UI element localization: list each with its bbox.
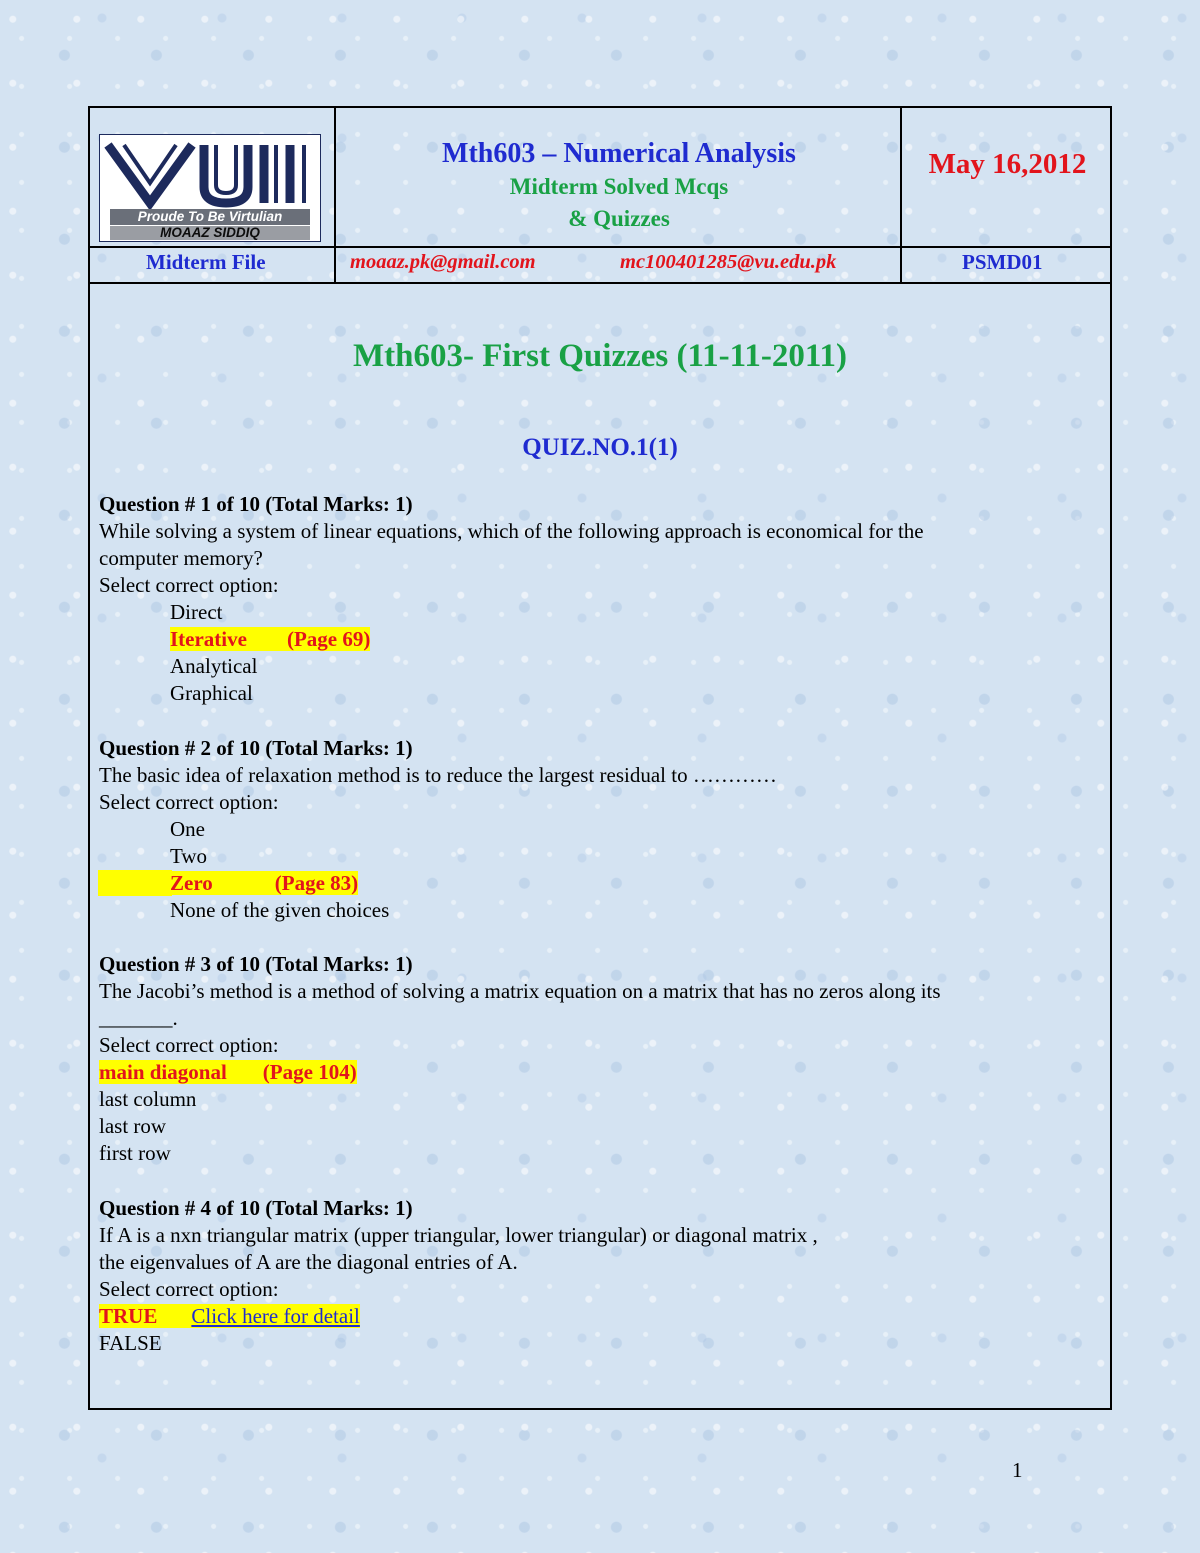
course-title: Mth603 – Numerical Analysis [442, 138, 796, 169]
document-subtitle-2: & Quizzes [568, 206, 670, 231]
q1-option-2-answer [170, 626, 370, 652]
q3-option-4: first row [99, 1141, 171, 1165]
header-bottom-divider [90, 282, 1110, 284]
email-vu[interactable]: mc100401285@vu.edu.pk [620, 251, 837, 273]
q1-answer-ref: (Page 69) [286, 627, 371, 651]
q4-option-1-answer [99, 1303, 360, 1329]
logo-author: MOAAZ SIDDIQ [110, 226, 310, 240]
select-label-2: Select correct option: [99, 790, 279, 814]
page-number: 1 [1012, 1458, 1023, 1482]
question-4-text-cont: the eigenvalues of A are the diagonal entries of A. [99, 1250, 518, 1274]
q3-answer-highlight [99, 1060, 357, 1084]
document-date: May 16,2012 [928, 148, 1087, 180]
q3-answer-text: main diagonal [99, 1060, 227, 1084]
question-4-text: If A is a nxn triangular matrix (upper triangular, lower triangular) or diagonal matrix , [99, 1223, 818, 1247]
question-3-heading: Question # 3 of 10 (Total Marks: 1) [99, 952, 413, 976]
vu-logo-mark [100, 137, 320, 209]
document-code: PSMD01 [962, 250, 1043, 274]
q2-answer-highlight-indent [98, 870, 172, 896]
question-4-heading: Question # 4 of 10 (Total Marks: 1) [99, 1196, 413, 1220]
detail-link[interactable]: Click here for detail [191, 1304, 360, 1328]
select-label-3: Select correct option: [99, 1033, 279, 1057]
email-gmail[interactable]: moaaz.pk@gmail.com [350, 251, 536, 273]
header-divider-1 [334, 108, 336, 282]
page-title: Mth603- First Quizzes (11-11-2011) [352, 338, 847, 374]
question-2-text: The basic idea of relaxation method is to reduce the largest residual to ………… [99, 763, 777, 787]
q2-option-1: One [170, 817, 205, 841]
q3-answer-ref: (Page 104) [262, 1060, 357, 1084]
quiz-number: QUIZ.NO.1(1) [522, 434, 678, 461]
q1-answer-highlight [170, 627, 370, 651]
question-1-text-cont: computer memory? [99, 546, 263, 570]
question-3-text: The Jacobi’s method is a method of solving a matrix equation on a matrix that has no zeros along its [99, 979, 941, 1003]
vu-logo [99, 134, 321, 242]
q3-option-2: last column [99, 1087, 197, 1111]
file-label: Midterm File [146, 250, 266, 274]
header-row-divider [90, 246, 1110, 248]
select-label-4: Select correct option: [99, 1277, 279, 1301]
q4-answer-text: TRUE [99, 1304, 158, 1328]
q2-answer-text: Zero [170, 871, 213, 895]
document-subtitle: Midterm Solved Mcqs [509, 174, 729, 199]
question-2-heading: Question # 2 of 10 (Total Marks: 1) [99, 736, 413, 760]
q1-option-1: Direct [170, 600, 223, 624]
q1-option-4: Graphical [170, 681, 253, 705]
q4-answer-highlight [99, 1304, 360, 1328]
select-label-1: Select correct option: [99, 573, 279, 597]
q4-option-2: FALSE [99, 1331, 162, 1355]
q2-option-2: Two [170, 844, 208, 868]
q2-option-4: None of the given choices [170, 898, 390, 922]
q2-answer-highlight [170, 871, 358, 895]
q2-option-3-answer [170, 870, 358, 896]
q1-option-3: Analytical [170, 654, 258, 678]
q3-option-3: last row [99, 1114, 167, 1138]
q2-answer-ref: (Page 83) [274, 871, 359, 895]
logo-tagline: Proude To Be Virtulian [110, 209, 310, 225]
question-3-text-cont: _______. [99, 1006, 178, 1030]
question-1-heading: Question # 1 of 10 (Total Marks: 1) [99, 492, 413, 516]
q3-option-1-answer [99, 1059, 357, 1085]
q1-answer-text: Iterative [170, 627, 247, 651]
question-1-text: While solving a system of linear equations, which of the following approach is economical for the [99, 519, 924, 543]
